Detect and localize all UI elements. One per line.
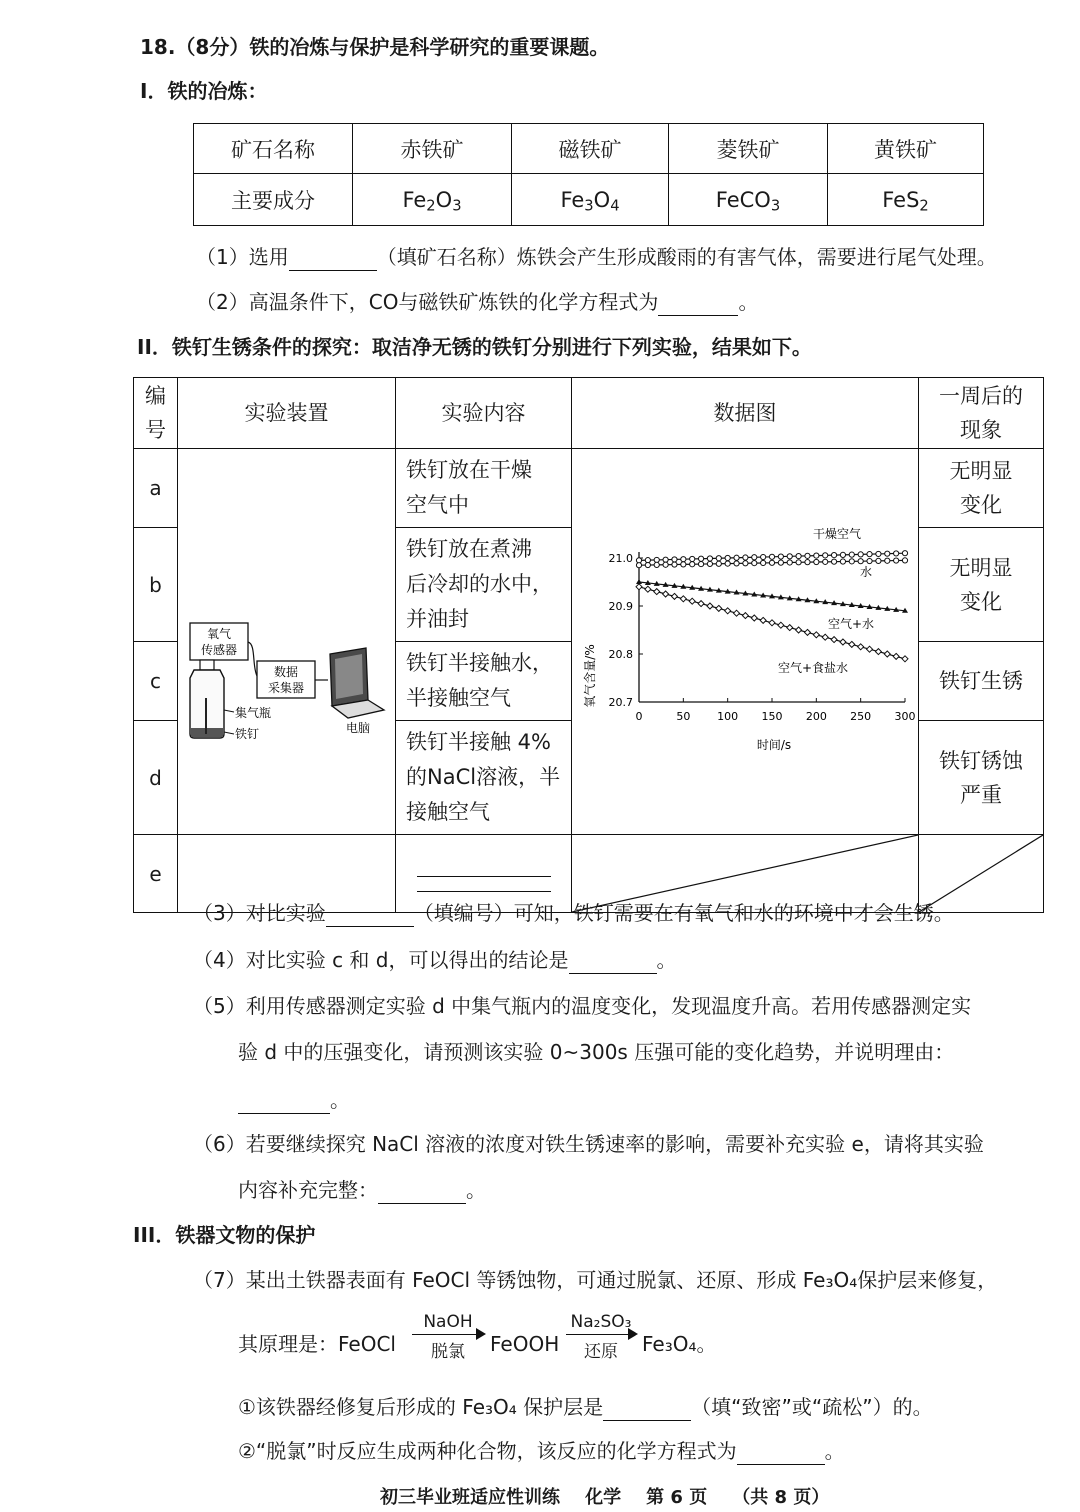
chart-data-point xyxy=(814,553,819,558)
section2-title: II．铁钉生锈条件的探究：取洁净无锈的铁钉分别进行下列实验，结果如下。 xyxy=(137,335,812,359)
chart-data-point xyxy=(734,560,739,565)
chart-data-point xyxy=(671,593,677,599)
chart-data-point xyxy=(698,556,703,561)
chart-data-point xyxy=(761,560,766,565)
chart-data-point xyxy=(752,554,757,559)
chart-data-point xyxy=(663,562,668,567)
q7-2-answer-blank[interactable] xyxy=(737,1442,825,1465)
chart-data-point xyxy=(689,598,695,604)
ore-formula: $Fe_3O_4$ xyxy=(512,174,669,226)
header-number: 编 号 xyxy=(134,378,178,449)
chart-data-point xyxy=(707,555,712,560)
q5-line1: （5）利用传感器测定实验 d 中集气瓶内的温度变化，发现温度升高。若用传感器测定实 xyxy=(193,994,972,1018)
chart-data-point xyxy=(840,639,846,645)
chart-data-point xyxy=(849,552,854,557)
chart-data-point xyxy=(814,559,819,564)
chart-data-point xyxy=(707,561,712,566)
exp-content: 铁钉半接触水， 半接触空气 xyxy=(396,642,572,721)
chart-data-point xyxy=(636,562,641,567)
chart-data-point xyxy=(663,591,669,597)
chart-y-tick-label: 21.0 xyxy=(608,551,633,565)
chart-data-point xyxy=(831,559,836,564)
section1-title: I．铁的冶炼： xyxy=(140,79,268,103)
chart-data-point xyxy=(902,550,907,555)
exp-content: 铁钉放在干燥 空气中 xyxy=(396,449,572,528)
ore-formula: FeCO$_3$ xyxy=(669,174,828,226)
chart-series-label: 水 xyxy=(859,564,873,579)
exp-content: 铁钉半接触 4% 的NaCl溶液，半 接触空气 xyxy=(396,721,572,835)
chart-data-point xyxy=(707,603,713,609)
chart-x-tick-label: 50 xyxy=(676,709,691,723)
intermediate: FeOOH xyxy=(490,1332,560,1356)
q7-scheme-start: 其原理是：FeOCl xyxy=(238,1332,396,1356)
chart-data-point xyxy=(787,624,793,630)
chart-y-tick-label: 20.8 xyxy=(608,647,633,661)
chart-data-point xyxy=(681,561,686,566)
q1-line: （1）选用 （填矿石名称）炼铁会产生形成酸雨的有害气体，需要进行尾气处理。 xyxy=(196,245,997,269)
chart-data-point xyxy=(831,552,836,557)
chart-data-point xyxy=(823,559,828,564)
header-content: 实验内容 xyxy=(396,378,572,449)
section3-title: III．铁器文物的保护 xyxy=(133,1223,316,1247)
q2-answer-blank[interactable] xyxy=(658,293,738,316)
chart-data-point xyxy=(761,554,766,559)
bottle-label: 集气瓶 xyxy=(235,705,272,720)
chart-data-point xyxy=(867,558,872,563)
q7-sub2: ②“脱氯”时反应生成两种化合物，该反应的化学方程式为 。 xyxy=(238,1439,845,1463)
q1-answer-blank[interactable] xyxy=(289,248,377,271)
device-cell xyxy=(178,449,396,835)
chart-data-point xyxy=(813,631,819,637)
chart-data-point xyxy=(849,641,855,647)
ore-formula: FeS$_2$ xyxy=(828,174,984,226)
q2-line: （2）高温条件下，CO与磁铁矿炼铁的化学方程式为 。 xyxy=(196,290,759,314)
arrow2-line xyxy=(566,1334,636,1335)
chart-data-point xyxy=(690,561,695,566)
arrow-naoh xyxy=(412,1312,484,1362)
chart-x-tick-label: 300 xyxy=(894,709,916,723)
chart-data-point xyxy=(636,583,642,589)
exp-content: 铁钉放在煮沸 后冷却的水中， 并油封 xyxy=(396,528,572,642)
chart-data-point xyxy=(787,559,792,564)
exp-id: a xyxy=(134,449,178,528)
chart-data-point xyxy=(876,558,881,563)
arrow-na2so3 xyxy=(566,1312,636,1362)
chart-data-point xyxy=(716,605,722,611)
chart-data-point xyxy=(778,622,784,628)
laptop-icon xyxy=(330,648,384,718)
nail-label: 铁钉 xyxy=(235,726,260,741)
chart-data-point xyxy=(796,559,801,564)
chart-data-point xyxy=(805,553,810,558)
chart-data-point xyxy=(663,557,668,562)
chart-data-point xyxy=(680,595,686,601)
chart-data-point xyxy=(787,553,792,558)
chart-data-point xyxy=(893,653,899,659)
chart-data-point xyxy=(778,560,783,565)
chart-data-point xyxy=(894,550,899,555)
header-device: 实验装置 xyxy=(178,378,396,449)
chart-data-point xyxy=(645,586,651,592)
question-title: 18.（8分）铁的冶炼与保护是科学研究的重要课题。 xyxy=(140,35,610,59)
sensor-label: 传感器 xyxy=(200,642,238,657)
chart-data-point xyxy=(858,643,864,649)
experiment-table xyxy=(133,377,1044,913)
chart-data-point xyxy=(734,555,739,560)
ore-formula: $Fe_2O_3$ xyxy=(353,174,512,226)
chart-data-point xyxy=(823,552,828,557)
chart-x-tick-label: 150 xyxy=(761,709,783,723)
chart-data-point xyxy=(804,629,810,635)
chart-data-point xyxy=(698,600,704,606)
chart-data-point xyxy=(858,558,863,563)
chart-cell xyxy=(572,449,919,835)
chart-data-point xyxy=(796,627,802,633)
chart-x-tick-label: 0 xyxy=(635,709,643,723)
arrow2-reagent: Na₂SO₃ xyxy=(570,1312,632,1332)
computer-label: 电脑 xyxy=(345,720,371,735)
chart-data-point xyxy=(654,562,659,567)
chart-data-point xyxy=(681,556,686,561)
chart-data-point xyxy=(884,651,890,657)
chart-data-point xyxy=(716,561,721,566)
q5-line2: 验 d 中的压强变化，请预测该实验 0~300s 压强可能的变化趋势，并说明理由： xyxy=(238,1040,955,1064)
header-chart: 数据图 xyxy=(572,378,919,449)
exp-result: 无明显 变化 xyxy=(919,528,1044,642)
chart-data-point xyxy=(885,551,890,556)
ore-header-cell: 黄铁矿 xyxy=(828,124,984,174)
oxygen-chart xyxy=(572,466,917,818)
chart-data-point xyxy=(725,555,730,560)
chart-data-point xyxy=(672,561,677,566)
chart-data-point xyxy=(654,557,659,562)
q7-1-answer-blank[interactable] xyxy=(603,1398,691,1421)
chart-data-point xyxy=(690,556,695,561)
chart-data-point xyxy=(716,555,721,560)
ore-header-cell: 磁铁矿 xyxy=(512,124,669,174)
q5-line3: 。 xyxy=(238,1086,350,1114)
sensor-label: 氧气 xyxy=(206,626,232,641)
apparatus-diagram xyxy=(178,466,394,818)
chart-data-point xyxy=(769,554,774,559)
ore-header-cell: 菱铁矿 xyxy=(669,124,828,174)
q7-line1: （7）某出土铁器表面有 FeOCl 等锈蚀物，可通过脱氯、还原、形成 Fe₃O₄保护层来修复， xyxy=(193,1268,998,1292)
q7-sub1: ①该铁器经修复后形成的 Fe₃O₄ 保护层是 （填“致密”或“疏松”）的。 xyxy=(238,1395,933,1419)
chart-data-point xyxy=(742,612,748,618)
arrow1-reagent: NaOH xyxy=(423,1312,473,1332)
exp-id: d xyxy=(134,721,178,835)
chart-data-point xyxy=(769,560,774,565)
chart-y-tick-label: 20.9 xyxy=(608,599,633,613)
chart-series-label: 干燥空气 xyxy=(812,526,862,541)
chart-data-point xyxy=(645,562,650,567)
chart-data-point xyxy=(885,558,890,563)
q6-line1: （6）若要继续探究 NaCl 溶液的浓度对铁生锈速率的影响，需要补充实验 e，请将其实验 xyxy=(193,1132,984,1156)
exp-id: c xyxy=(134,642,178,721)
chart-data-point xyxy=(796,553,801,558)
gas-bottle xyxy=(190,660,224,738)
chart-data-point xyxy=(831,636,837,642)
chart-data-point xyxy=(760,617,766,623)
chart-data-point xyxy=(805,559,810,564)
q6-answer-blank[interactable] xyxy=(378,1181,466,1204)
exp-id: e xyxy=(134,835,178,913)
chart-data-point xyxy=(867,646,873,652)
chart-data-point xyxy=(849,558,854,563)
arrow2-condition: 还原 xyxy=(584,1342,618,1362)
ore-row-label: 主要成分 xyxy=(194,174,353,226)
exp-result: 铁钉生锈 xyxy=(919,642,1044,721)
chart-data-point xyxy=(867,551,872,556)
chart-ylabel: 氧气含量/% xyxy=(583,643,597,708)
exp-result: 铁钉锈蚀 严重 xyxy=(919,721,1044,835)
chart-data-point xyxy=(778,553,783,558)
q5-answer-blank[interactable] xyxy=(238,1091,330,1114)
arrow1-line xyxy=(412,1334,484,1335)
exp-result: 无明显 变化 xyxy=(919,449,1044,528)
chart-series-label: 空气+食盐水 xyxy=(777,660,849,675)
chart-x-tick-label: 250 xyxy=(850,709,872,723)
q4-answer-blank[interactable] xyxy=(569,951,657,974)
chart-data-point xyxy=(875,648,881,654)
chart-x-tick-label: 100 xyxy=(717,709,739,723)
collector-label: 数据 xyxy=(273,664,299,679)
chart-xlabel: 时间/s xyxy=(756,737,792,752)
chart-data-point xyxy=(858,551,863,556)
collector-label: 采集器 xyxy=(267,680,305,695)
chart-data-point xyxy=(840,558,845,563)
chart-data-point xyxy=(725,561,730,566)
product: Fe₃O₄。 xyxy=(642,1332,717,1356)
chart-data-point xyxy=(751,615,757,621)
e-blank-line[interactable] xyxy=(417,891,551,892)
exp-id: b xyxy=(134,528,178,642)
q6-line2: 内容补充完整： 。 xyxy=(238,1178,486,1202)
chart-data-point xyxy=(654,588,660,594)
chart-data-point xyxy=(698,561,703,566)
q3-answer-blank[interactable] xyxy=(326,904,414,927)
ore-table xyxy=(193,123,984,226)
e-blank-line[interactable] xyxy=(417,856,551,877)
chart-data-point xyxy=(743,560,748,565)
chart-data-point xyxy=(840,552,845,557)
chart-data-point xyxy=(769,619,775,625)
chart-data-point xyxy=(822,634,828,640)
chart-series-label: 空气+水 xyxy=(827,616,875,631)
chart-x-tick-label: 200 xyxy=(805,709,827,723)
chart-data-point xyxy=(902,655,908,661)
chart-data-point xyxy=(672,556,677,561)
chart-data-point xyxy=(876,551,881,556)
page-footer: 初三毕业班适应性训练 化学 第 6 页 （共 8 页） xyxy=(380,1487,830,1508)
ore-header-cell: 赤铁矿 xyxy=(353,124,512,174)
arrow1-condition: 脱氯 xyxy=(431,1342,465,1362)
chart-data-point xyxy=(734,610,740,616)
q3-line: （3）对比实验 （填编号）可知，铁钉需要在有氧气和水的环境中才会生锈。 xyxy=(193,901,954,925)
chart-data-point xyxy=(743,554,748,559)
chart-y-tick-label: 20.7 xyxy=(608,695,633,709)
q4-line: （4）对比实验 c 和 d，可以得出的结论是 。 xyxy=(193,948,677,972)
header-result: 一周后的 现象 xyxy=(919,378,1044,449)
chart-data-point xyxy=(752,560,757,565)
ore-header-cell: 矿石名称 xyxy=(194,124,353,174)
chart-data-point xyxy=(902,557,907,562)
chart-data-point xyxy=(725,607,731,613)
chart-data-point xyxy=(894,557,899,562)
